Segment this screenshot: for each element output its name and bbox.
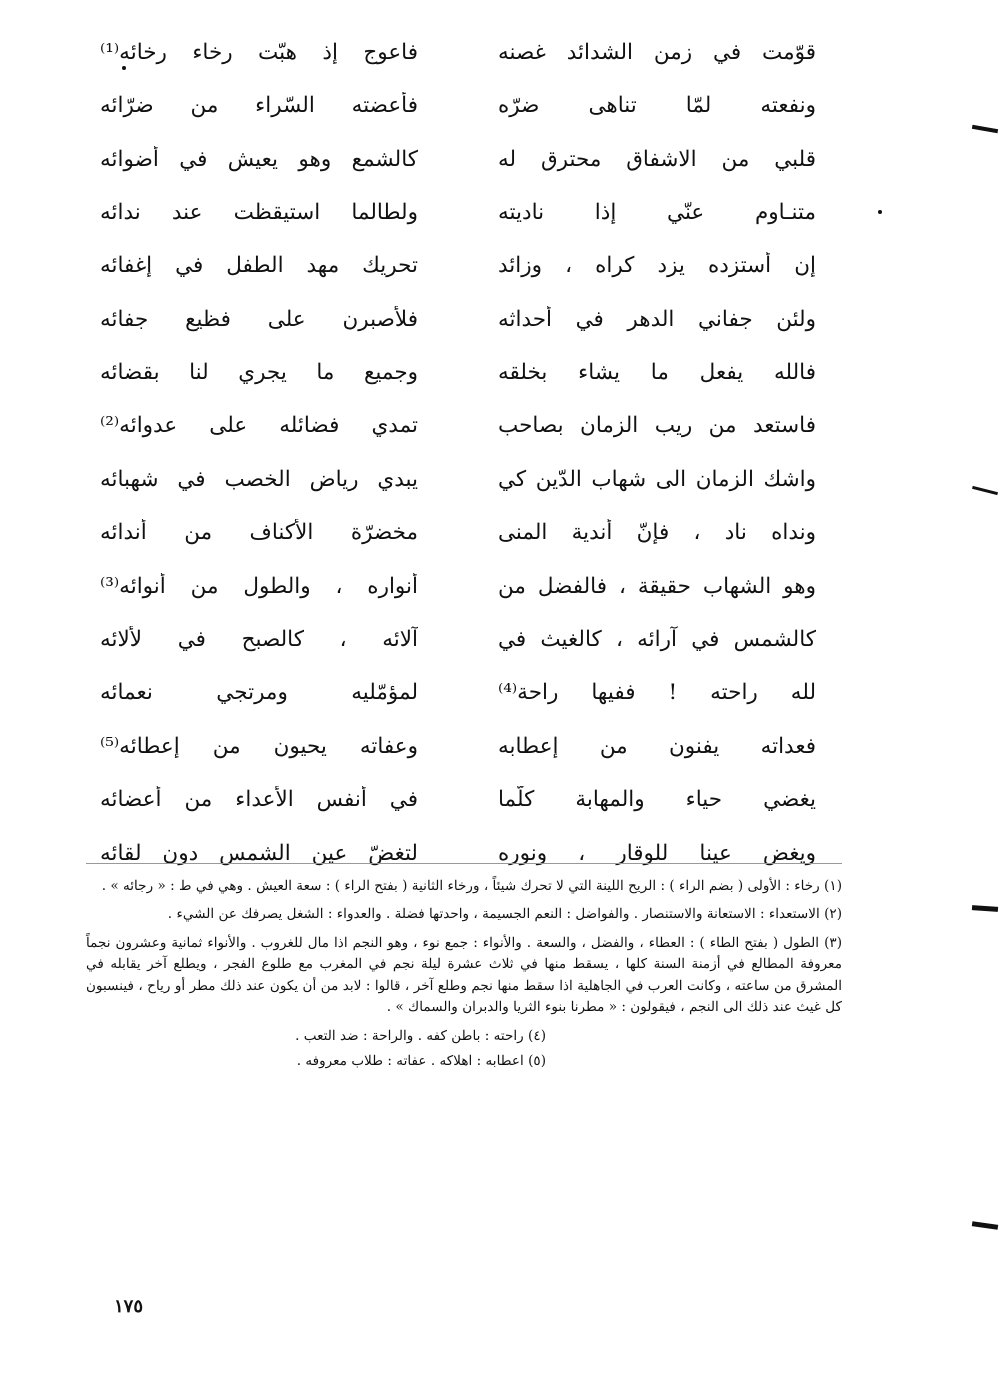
first-hemistich: كالشمس في آرائه ، كالغيث في	[498, 627, 816, 653]
first-hemistich: متنـاوم عنّي إذا ناديته	[498, 199, 816, 225]
first-hemistich: قوّمت في زمن الشدائد غصنه	[498, 39, 816, 65]
second-hemistich: أنواره ، والطول من أنوائه⁽³⁾	[100, 573, 418, 599]
second-hemistich: لمؤمّليه ومرتجي نعمائه	[100, 680, 418, 706]
verse-line	[100, 186, 816, 239]
footnote-2: (٢) الاستعداء : الاستعانة والاستنصار . والفواضل : النعم الجسيمة ، واحدتها فضلة . والعدواء : الشغل يصرفك عن الشيء .	[167, 906, 842, 923]
verse-line	[100, 667, 816, 720]
verse-line	[100, 827, 816, 880]
first-hemistich: فعداته يفنون من إعطابه	[498, 733, 816, 759]
first-hemistich: فاستعد من ريب الزمان بصاحب	[498, 413, 816, 439]
second-hemistich: تمدي فضائله على عدوائه⁽²⁾	[100, 413, 418, 439]
footnote-divider	[86, 863, 842, 864]
verse-line	[100, 133, 816, 186]
second-hemistich: فأعضته السّراء من ضرّائه	[100, 93, 418, 119]
first-hemistich: واشك الزمان الى شهاب الدّين كي	[498, 466, 816, 492]
footnote-4: (٤) راحته : باطن كفه . والراحة : ضد التعب .	[295, 1027, 546, 1044]
first-hemistich: ونفعته لمّا تناهى ضرّه	[498, 93, 816, 119]
first-hemistich: لله راحته ! ففيها راحة⁽⁴⁾	[498, 680, 816, 706]
verse-line	[100, 507, 816, 560]
footnote-1: (١) رخاء : الأولى ( بضم الراء ) : الريح اللينة التي لا تحرك شيئاً ، ورخاء الثانية ( بفتح الراء ) : سعة العيش . وهي في ط : « رجائه » .	[101, 878, 842, 894]
second-hemistich: تحريك مهد الطفل في إغفائه	[100, 253, 418, 279]
verse-line	[100, 26, 816, 79]
first-hemistich: ولئن جفاني الدهر في أحداثه	[498, 306, 816, 332]
first-hemistich: إن أستزده يزد كراه ، وزائد	[498, 253, 816, 279]
footnotes	[86, 876, 842, 1077]
first-hemistich: ويغض عينا للوقار ، ونوره	[498, 840, 816, 866]
second-hemistich: ولطالما استيقظت عند ندائه	[100, 199, 418, 225]
verse-line	[100, 720, 816, 773]
second-hemistich: في أنفس الأعداء من أعضائه	[100, 787, 418, 813]
second-hemistich: وجميع ما يجري لنا بقضائه	[100, 360, 418, 386]
first-hemistich: ونداه ناد ، فإنّ أندية المنى	[498, 520, 816, 546]
footnote-5: (٥) اعطابه : اهلاكه . عفاته : طلاب معروفه .	[296, 1053, 546, 1070]
second-hemistich: وعفاته يحيون من إعطائه⁽⁵⁾	[100, 733, 418, 759]
first-hemistich: يغضي حياء والمهابة كلّما	[498, 787, 816, 813]
scan-mark	[972, 905, 998, 912]
verse-line	[100, 240, 816, 293]
scan-mark	[972, 125, 998, 133]
second-hemistich: آلائه ، كالصبح في لألائه	[100, 627, 418, 653]
second-hemistich: مخضرّة الأكناف من أندائه	[100, 520, 418, 546]
verse-line	[100, 400, 816, 453]
verse-line	[100, 293, 816, 346]
scan-mark	[972, 486, 998, 495]
first-hemistich: فالله يفعل ما يشاء بخلقه	[498, 360, 816, 386]
verse-line	[100, 773, 816, 826]
footnote-3: (٣) الطول ( بفتح الطاء ) : العطاء ، والفضل ، والسعة . والأنواء : جمع نوء ، وهو النجم اذا مال للغروب . والأنواء ثمانية وعشرون نجماً معروفة المطالع في أزمنة السنة كلها ، يسقط منها في ثلاث عشرة ليلة نجم في المغرب مع طلوع الفجر ، ويطلع آخر يقابله في المشرق من ساعته ، وكانت العرب في الجاهلية اذا سقط منها نجم وطلع آخر ، قالوا : لابد من أن يكون عند ذلك مطر أو رياح ، فينسبون كل غيث عند ذلك الى النجم ، فيقولون : « مطرنا بنوء الثريا والدبران والسماك » .	[86, 934, 842, 1016]
verse-line	[100, 613, 816, 666]
second-hemistich: فلأصبرن على فظيع جفائه	[100, 306, 418, 332]
verse-line	[100, 560, 816, 613]
second-hemistich: كالشمع وهو يعيش في أضوائه	[100, 146, 418, 172]
verse-line	[100, 79, 816, 132]
scan-dot	[878, 210, 882, 214]
second-hemistich: فاعوج إذ هبّت رخاء رخائه⁽¹⁾	[100, 39, 418, 65]
second-hemistich: لتغضّ عين الشمس دون لقائه	[100, 840, 418, 866]
second-hemistich: يبدي رياض الخصب في شهبائه	[100, 466, 418, 492]
first-hemistich: قلبي من الاشفاق محترق له	[498, 146, 816, 172]
verse-line	[100, 453, 816, 506]
scan-mark	[972, 1221, 998, 1230]
verse-line	[100, 346, 816, 399]
first-hemistich: وهو الشهاب حقيقة ، فالفضل من	[498, 573, 816, 599]
poem	[100, 26, 816, 880]
page-number: ١٧٥	[114, 1296, 144, 1317]
